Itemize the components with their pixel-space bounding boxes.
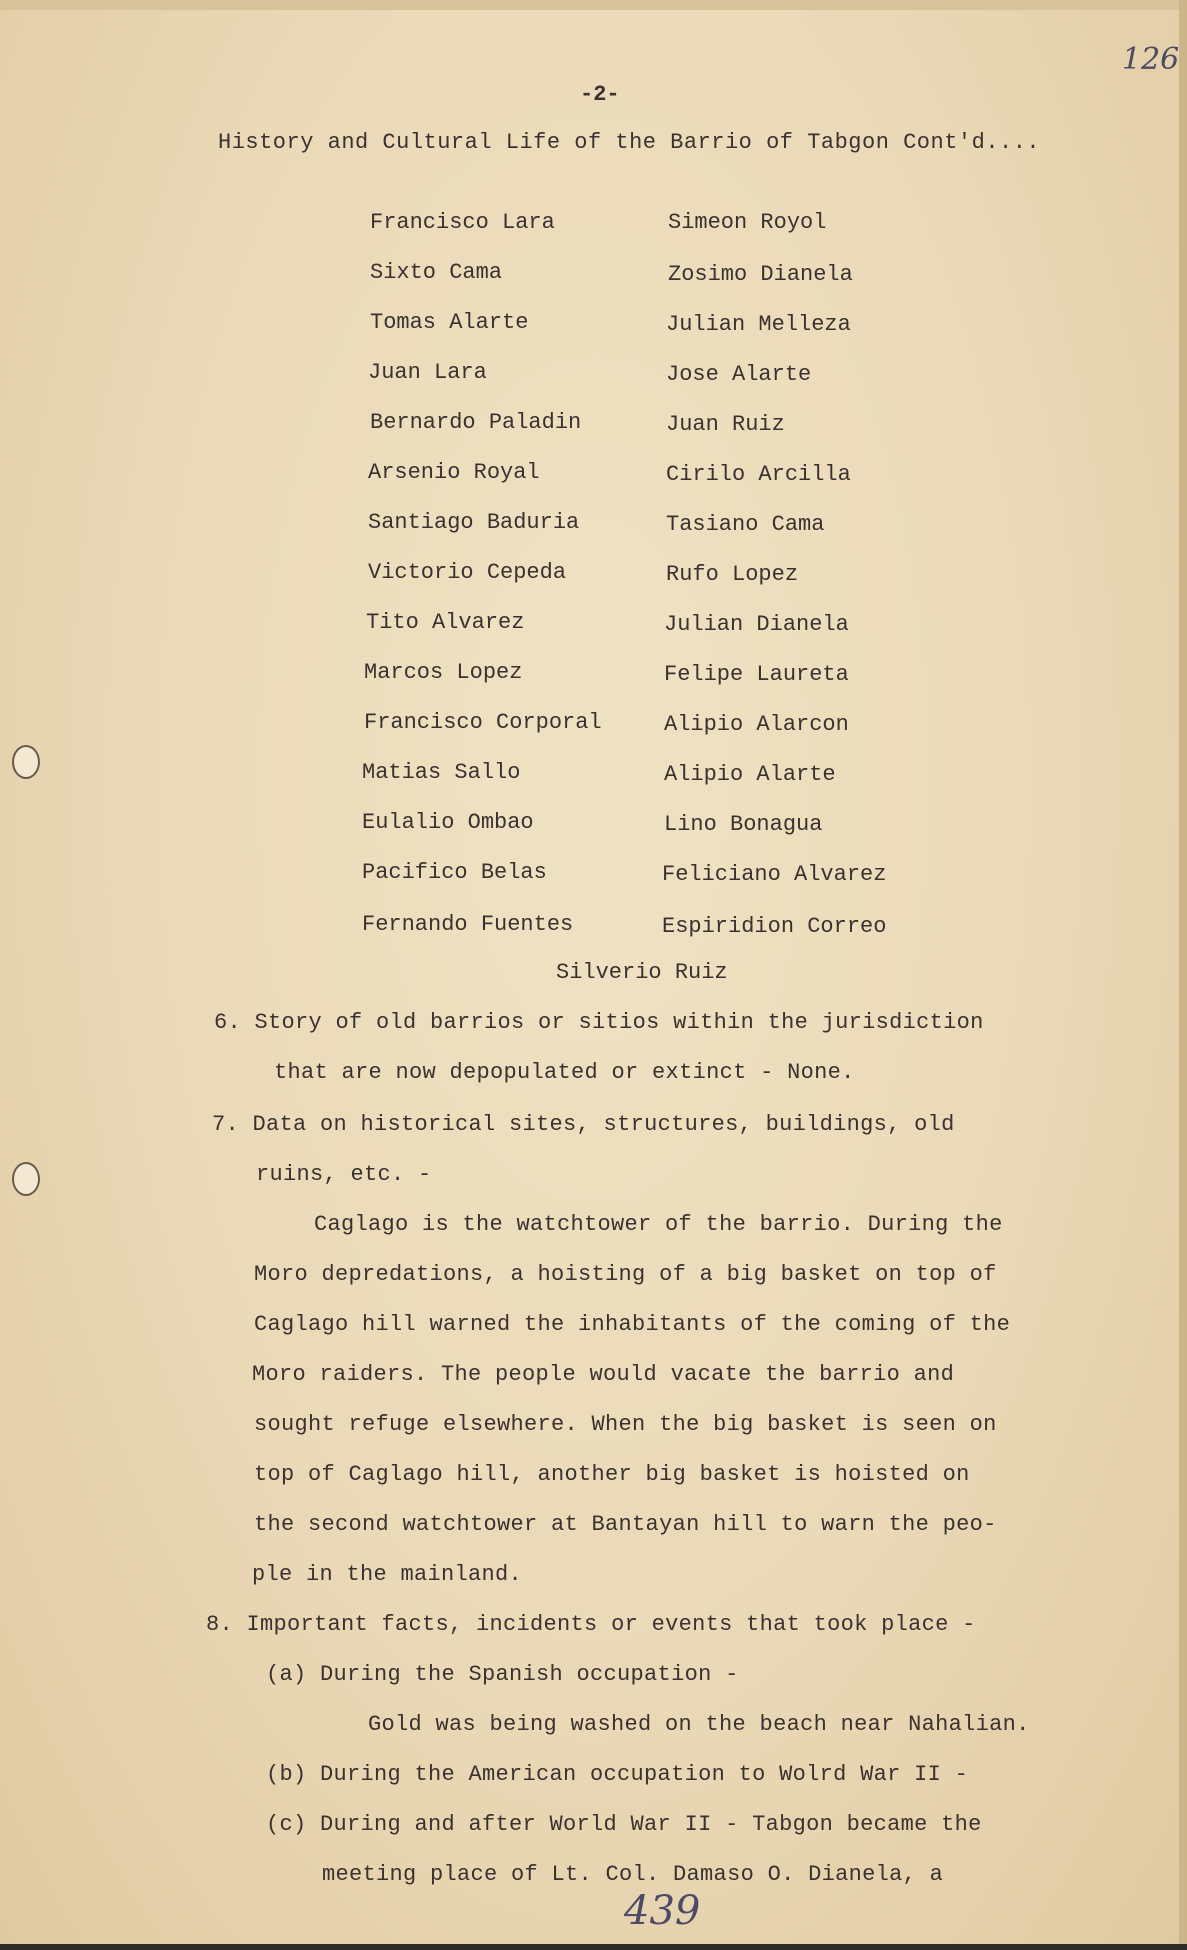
item-8b-line: (b) During the American occupation to Wolrd War II - bbox=[266, 1762, 969, 1787]
binder-hole-lower bbox=[12, 1162, 40, 1196]
name-left: Victorio Cepeda bbox=[368, 560, 567, 585]
paragraph-line: Moro depredations, a hoisting of a big basket on top of bbox=[254, 1262, 997, 1287]
name-left: Francisco Corporal bbox=[364, 710, 602, 735]
binder-hole-upper bbox=[12, 745, 40, 779]
name-left: Sixto Cama bbox=[370, 260, 503, 285]
name-right: Juan Ruiz bbox=[666, 412, 785, 437]
paper-top-edge bbox=[0, 0, 1187, 10]
item-7-line-1: 7. Data on historical sites, structures, buildings, old bbox=[212, 1112, 955, 1137]
item-8-line: 8. Important facts, incidents or events that took place - bbox=[206, 1612, 976, 1637]
name-right: Zosimo Dianela bbox=[668, 262, 853, 287]
paragraph-line: sought refuge elsewhere. When the big basket is seen on bbox=[254, 1412, 997, 1437]
center-name: Silverio Ruiz bbox=[556, 960, 728, 985]
paragraph-line: Caglago is the watchtower of the barrio. During the bbox=[314, 1212, 1003, 1237]
name-right: Lino Bonagua bbox=[664, 812, 823, 837]
name-right: Cirilo Arcilla bbox=[666, 462, 851, 487]
name-left: Fernando Fuentes bbox=[362, 912, 574, 937]
item-8c-line-1: (c) During and after World War II - Tabgon became the bbox=[266, 1812, 982, 1837]
name-right: Simeon Royol bbox=[668, 210, 827, 235]
name-right: Julian Dianela bbox=[664, 612, 849, 637]
paper-right-edge bbox=[1179, 0, 1187, 1950]
name-right: Julian Melleza bbox=[666, 312, 851, 337]
item-8a-detail: Gold was being washed on the beach near Nahalian. bbox=[368, 1712, 1030, 1737]
name-right: Tasiano Cama bbox=[666, 512, 825, 537]
name-left: Tomas Alarte bbox=[370, 310, 529, 335]
handwritten-page-number: 126 bbox=[1122, 42, 1180, 77]
page-title: History and Cultural Life of the Barrio of Tabgon Cont'd.... bbox=[218, 130, 1041, 155]
paragraph-line: ple in the mainland. bbox=[252, 1562, 523, 1587]
item-6-line-1: 6. Story of old barrios or sitios within the jurisdiction bbox=[214, 1010, 984, 1035]
name-left: Marcos Lopez bbox=[364, 660, 523, 685]
paragraph-line: top of Caglago hill, another big basket is hoisted on bbox=[254, 1462, 970, 1487]
name-right: Feliciano Alvarez bbox=[662, 862, 887, 887]
name-right: Jose Alarte bbox=[666, 362, 812, 387]
handwritten-footer-number: 439 bbox=[624, 1888, 701, 1934]
name-left: Francisco Lara bbox=[370, 210, 555, 235]
name-right: Felipe Laureta bbox=[664, 662, 849, 687]
name-left: Arsenio Royal bbox=[368, 460, 540, 485]
name-right: Alipio Alarte bbox=[664, 762, 836, 787]
item-8c-line-2: meeting place of Lt. Col. Damaso O. Dianela, a bbox=[322, 1862, 944, 1887]
paragraph-line: Moro raiders. The people would vacate the barrio and bbox=[252, 1362, 955, 1387]
name-left: Eulalio Ombao bbox=[362, 810, 534, 835]
page-marker: -2- bbox=[580, 82, 620, 107]
name-left: Pacifico Belas bbox=[362, 860, 547, 885]
name-left: Tito Alvarez bbox=[366, 610, 525, 635]
name-left: Juan Lara bbox=[368, 360, 487, 385]
name-right: Alipio Alarcon bbox=[664, 712, 849, 737]
item-7-line-2: ruins, etc. - bbox=[256, 1162, 432, 1187]
paper-bottom-edge bbox=[0, 1944, 1187, 1950]
item-6-line-2: that are now depopulated or extinct - None. bbox=[274, 1060, 855, 1085]
name-right: Espiridion Correo bbox=[662, 914, 887, 939]
name-right: Rufo Lopez bbox=[666, 562, 799, 587]
paragraph-line: the second watchtower at Bantayan hill to warn the peo- bbox=[254, 1512, 997, 1537]
name-left: Santiago Baduria bbox=[368, 510, 580, 535]
paragraph-line: Caglago hill warned the inhabitants of the coming of the bbox=[254, 1312, 1011, 1337]
name-left: Matias Sallo bbox=[362, 760, 521, 785]
item-8a-line: (a) During the Spanish occupation - bbox=[266, 1662, 739, 1687]
name-left: Bernardo Paladin bbox=[370, 410, 582, 435]
